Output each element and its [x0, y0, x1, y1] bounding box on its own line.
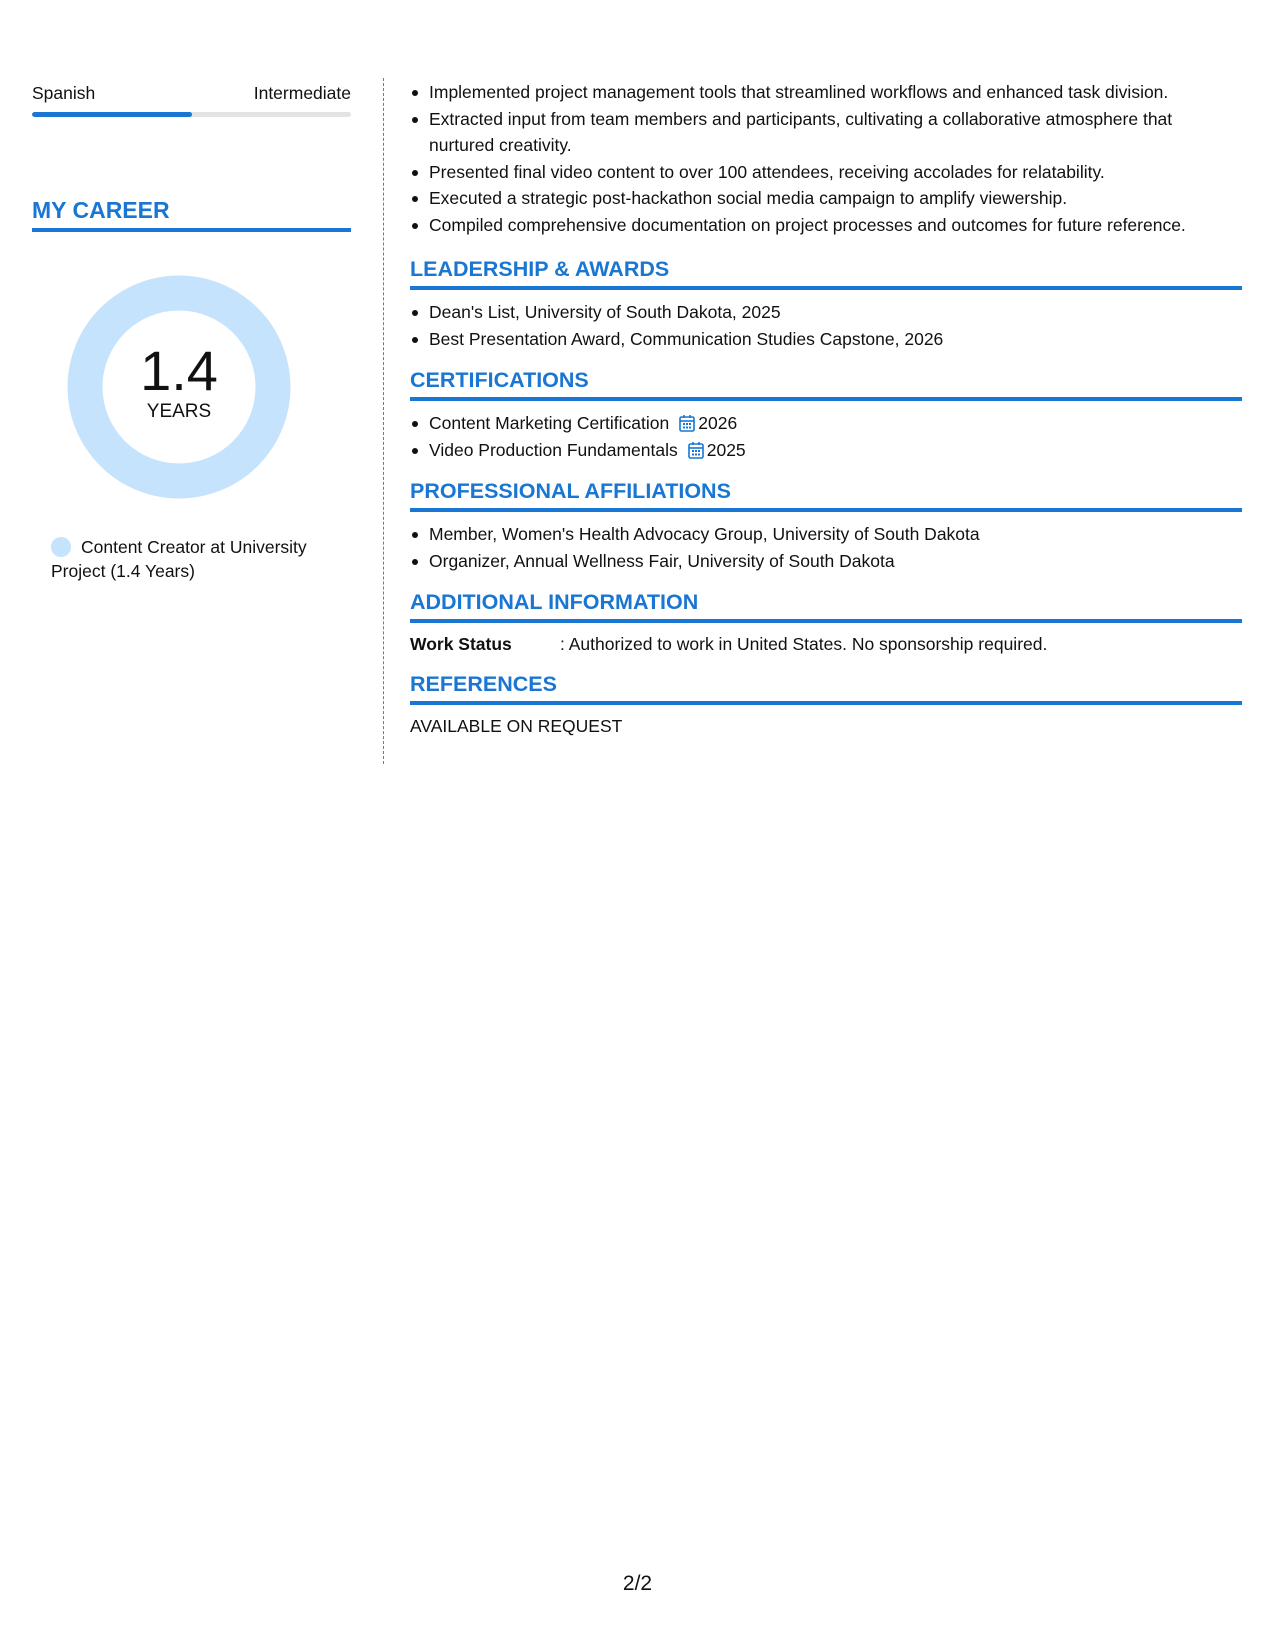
experience-bullet-list [410, 79, 1242, 238]
career-heading: MY CAREER [32, 195, 351, 232]
language-proficiency-fill [32, 112, 192, 117]
work-status-label: Work Status [410, 634, 512, 654]
language-proficiency-bar [32, 112, 351, 117]
experience-bullet: Compiled comprehensive documentation on project processes and outcomes for future reference. [429, 212, 1242, 239]
career-legend [32, 535, 341, 583]
certification-name: Content Marketing Certification [429, 413, 670, 433]
career-legend-label: Content Creator at University Project (1.4 Years) [51, 537, 307, 581]
certifications-list [410, 410, 1242, 463]
references-text: AVAILABLE ON REQUEST [410, 716, 623, 736]
affiliations-heading: PROFESSIONAL AFFILIATIONS [410, 477, 1242, 512]
leadership-item: Best Presentation Award, Communication Studies Capstone, 2026 [429, 326, 1242, 353]
language-row [32, 80, 351, 106]
career-total-value: 1.4 [140, 339, 218, 402]
right-column [410, 79, 1242, 738]
affiliation-item: Member, Women's Health Advocacy Group, University of South Dakota [429, 521, 1242, 548]
experience-bullet: Presented final video content to over 100 attendees, receiving accolades for relatability. [429, 159, 1242, 186]
certifications-heading: CERTIFICATIONS [410, 366, 1242, 401]
page-number: 2/2 [622, 1572, 653, 1595]
leadership-item: Dean's List, University of South Dakota, 2025 [429, 299, 1242, 326]
language-name: Spanish [32, 83, 96, 103]
work-status-value: : Authorized to work in United States. No sponsorship required. [560, 634, 1048, 654]
certification-year: 2026 [698, 413, 738, 433]
career-donut-chart [67, 275, 291, 499]
certification-name: Video Production Fundamentals [429, 439, 678, 460]
references-heading: REFERENCES [410, 670, 1242, 705]
certification-year: 2025 [706, 439, 746, 460]
career-legend-dot [51, 537, 71, 557]
career-donut-center [67, 275, 291, 499]
additional-info-heading: ADDITIONAL INFORMATION [410, 588, 1242, 623]
experience-bullet: Executed a strategic post-hackathon social media campaign to amplify viewership. [429, 185, 1242, 212]
work-status-row [410, 632, 1242, 656]
career-total-unit: YEARS [146, 401, 212, 422]
column-divider [383, 78, 384, 764]
calendar-icon [679, 414, 695, 432]
affiliations-list [410, 521, 1242, 574]
language-item [32, 80, 351, 117]
certification-item [429, 410, 1242, 437]
affiliation-item: Organizer, Annual Wellness Fair, University of South Dakota [429, 548, 1242, 575]
left-column [32, 80, 351, 583]
experience-bullet: Extracted input from team members and participants, cultivating a collaborative atmosphere that nurtured creativity. [429, 106, 1242, 159]
certification-item [429, 437, 1242, 464]
leadership-list [410, 299, 1242, 352]
experience-bullet: Implemented project management tools that streamlined workflows and enhanced task division. [429, 79, 1242, 106]
leadership-heading: LEADERSHIP & AWARDS [410, 255, 1242, 290]
calendar-icon [688, 441, 704, 459]
language-level: Intermediate [253, 83, 351, 103]
